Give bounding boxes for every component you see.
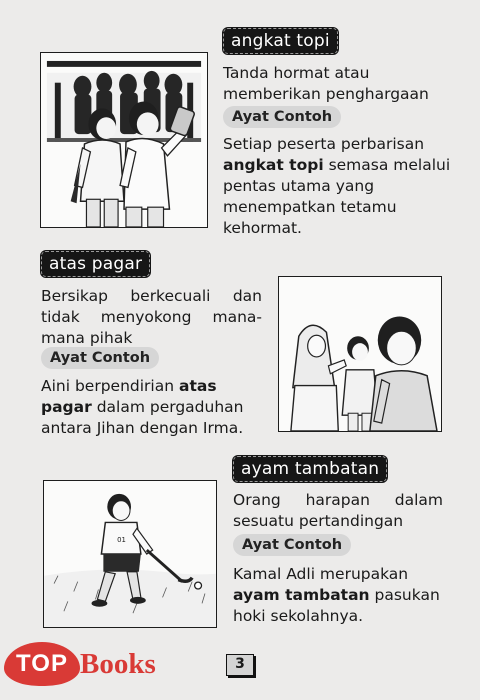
example-label-atas-pagar: Ayat Contoh <box>41 347 159 369</box>
example-label-ayam-tambatan: Ayat Contoh <box>233 534 351 556</box>
logo-top-badge: TOP <box>4 642 80 686</box>
hockey-player-illustration <box>43 480 217 628</box>
term-ayam-tambatan: ayam tambatan <box>233 456 387 482</box>
girls-arguing-illustration <box>278 276 442 432</box>
term-angkat-topi: angkat topi <box>223 28 338 54</box>
hockey-player-icon <box>44 481 216 627</box>
girls-arguing-icon <box>279 277 441 431</box>
example-ayam-tambatan: Kamal Adli merupakan ayam tambatan pasukan hoki sekolahnya. <box>233 565 440 625</box>
page-number: 3 <box>226 654 254 676</box>
svg-text:01: 01 <box>117 536 126 545</box>
definition-ayam-tambatan: Orang harapan dalam sesuatu pertandingan <box>233 491 443 530</box>
example-angkat-topi: Setiap peserta perbarisan angkat topi semasa melalui pentas utama yang menempatkan tetamu kehormat. <box>223 135 451 237</box>
term-atas-pagar: atas pagar <box>41 251 150 277</box>
boys-tipping-hat-icon <box>41 53 207 227</box>
example-label-angkat-topi: Ayat Contoh <box>223 106 341 128</box>
example-atas-pagar: Aini berpendirian atas pagar dalam pergaduhan antara Jihan dengan Irma. <box>41 377 244 437</box>
definition-angkat-topi: Tanda hormat atau memberikan penghargaan <box>223 64 429 103</box>
topbooks-logo <box>0 636 200 700</box>
boys-tipping-hat-illustration <box>40 52 208 228</box>
definition-atas-pagar: Bersikap berkecuali dan tidak menyokong mana-mana pihak <box>41 287 262 347</box>
logo-books-text: Books <box>80 648 156 680</box>
